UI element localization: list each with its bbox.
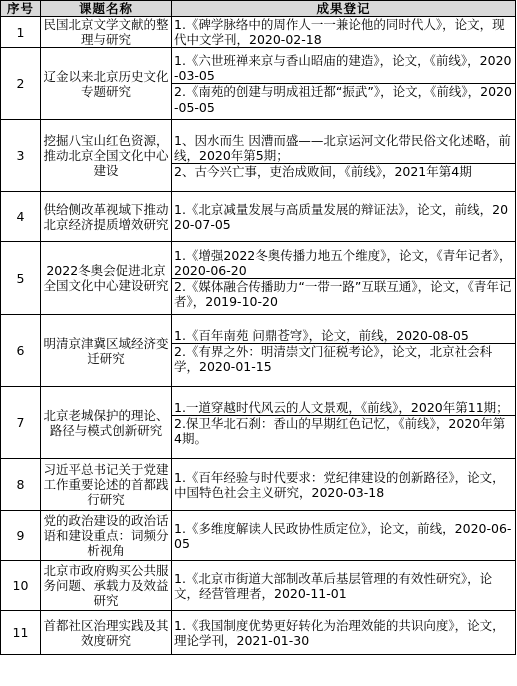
table-row xyxy=(1,120,516,192)
outcome-entry: 1.《多维度解读人民政协性质定位》，论文，前线，2020-06-05 xyxy=(174,520,512,551)
row-index-cell[interactable]: 10 xyxy=(1,561,41,611)
table-body xyxy=(1,17,516,655)
row-index-cell[interactable]: 7 xyxy=(1,387,41,459)
outcome-entry: 1、因水而生 因漕而盛——北京运河文化带民俗文化述略，前线，2020年第5期； xyxy=(174,132,511,163)
outcomes-cell[interactable] xyxy=(172,611,516,655)
outcome-entry: 2、古今兴亡事，吏治成败间，《前线》，2021年第4期 xyxy=(172,163,516,179)
outcomes-cell[interactable] xyxy=(172,192,516,242)
row-index-cell[interactable]: 5 xyxy=(1,242,41,315)
table-row xyxy=(1,511,516,561)
row-index-cell[interactable]: 8 xyxy=(1,459,41,511)
row-index-cell[interactable]: 2 xyxy=(1,48,41,120)
project-name-cell[interactable]: 民国北京文学文献的整理与研究 xyxy=(41,17,172,48)
row-index-cell[interactable]: 6 xyxy=(1,315,41,387)
outcome-entry: 1.《北京市街道大部制改革后基层管理的有效性研究》，论文，经营管理者，2020-11-01 xyxy=(174,570,493,601)
outcome-entry: 1.《增强2022冬奥传播力地五个维度》，论文，《青年记者》，2020-06-20 xyxy=(174,247,512,278)
project-name-cell[interactable]: 北京市政府购买公共服务问题、承载力及效益研究 xyxy=(41,561,172,611)
outcome-entry: 2.《南苑的创建与明成祖迁都“振武”》，论文，《前线》，2020-05-05 xyxy=(172,83,516,114)
project-name-cell[interactable]: 党的政治建设的政治话语和建设重点：词频分析视角 xyxy=(41,511,172,561)
outcomes-cell[interactable] xyxy=(172,17,516,48)
project-name-cell[interactable]: 习近平总书记关于党建工作重要论述的首都践行研究 xyxy=(41,459,172,511)
project-name-cell[interactable]: 2022冬奥会促进北京全国文化中心建设研究 xyxy=(41,242,172,315)
outcomes-cell[interactable] xyxy=(172,511,516,561)
outcomes-cell[interactable] xyxy=(172,459,516,511)
row-index-cell[interactable]: 9 xyxy=(1,511,41,561)
table-row xyxy=(1,459,516,511)
table-row xyxy=(1,387,516,459)
project-name-cell[interactable]: 挖掘八宝山红色资源，推动北京全国文化中心建设 xyxy=(41,120,172,192)
project-name-cell[interactable]: 北京老城保护的理论、路径与模式创新研究 xyxy=(41,387,172,459)
outcomes-cell[interactable] xyxy=(172,48,516,120)
project-name-cell[interactable]: 明清京津冀区域经济变迁研究 xyxy=(41,315,172,387)
outcome-entry: 1.《六世班禅来京与香山昭庙的建造》，论文，《前线》，2020-03-05 xyxy=(174,53,512,84)
outcome-entry: 2.保卫华北石刹：香山的早期红色记忆，《前线》，2020年第4期。 xyxy=(172,415,516,446)
row-index-cell[interactable]: 4 xyxy=(1,192,41,242)
project-name-cell[interactable]: 供给侧改革视域下推动北京经济提质增效研究 xyxy=(41,192,172,242)
outcome-entry: 1.《碑学脉络中的周作人一一兼论他的同时代人》，论文，现代中文学刊，2020-02-18 xyxy=(174,17,505,48)
outcomes-cell[interactable] xyxy=(172,561,516,611)
outcome-entry: 1.《我国制度优势更好转化为治理效能的共识向度》，论文，理论学刊，2021-01-30 xyxy=(174,617,505,648)
outcome-entry: 1.《北京减量发展与高质量发展的辩证法》，论文，前线，2020-07-05 xyxy=(174,201,509,232)
header-row xyxy=(1,1,516,17)
row-index-cell[interactable]: 1 xyxy=(1,17,41,48)
table-row xyxy=(1,17,516,48)
table-row xyxy=(1,192,516,242)
outcomes-cell[interactable] xyxy=(172,242,516,315)
outcomes-cell[interactable] xyxy=(172,120,516,192)
project-name-cell[interactable]: 辽金以来北京历史文化专题研究 xyxy=(41,48,172,120)
table-row xyxy=(1,561,516,611)
header-index[interactable]: 序号 xyxy=(1,1,41,17)
table-row xyxy=(1,242,516,315)
outcome-entry: 1.《百年南苑 问鼎苍穹》，论文，前线，2020-08-05 xyxy=(174,327,469,343)
outcomes-cell[interactable] xyxy=(172,387,516,459)
table-row xyxy=(1,611,516,655)
header-outcomes[interactable]: 成果登记 xyxy=(172,1,516,17)
outcome-entry: 1.一道穿越时代风云的人文景观，《前线》，2020年第11期； xyxy=(174,399,509,415)
row-index-cell[interactable]: 3 xyxy=(1,120,41,192)
outcome-entry: 2.《媒体融合传播助力“一带一路”互联互通》，论文，《青年记者》，2019-10-20 xyxy=(172,278,516,309)
outcome-entry: 2.《有界之外：明清崇文门征税考论》，论文，北京社会科学，2020-01-15 xyxy=(172,343,516,374)
table-row xyxy=(1,48,516,120)
project-name-cell[interactable]: 首都社区治理实践及其效度研究 xyxy=(41,611,172,655)
table-row xyxy=(1,315,516,387)
outcomes-cell[interactable] xyxy=(172,315,516,387)
header-project[interactable]: 课题名称 xyxy=(41,1,172,17)
outcome-entry: 1.《百年经验与时代要求：党纪律建设的创新路径》，论文，中国特色社会主义研究，2020-03-18 xyxy=(174,469,505,500)
row-index-cell[interactable]: 11 xyxy=(1,611,41,655)
